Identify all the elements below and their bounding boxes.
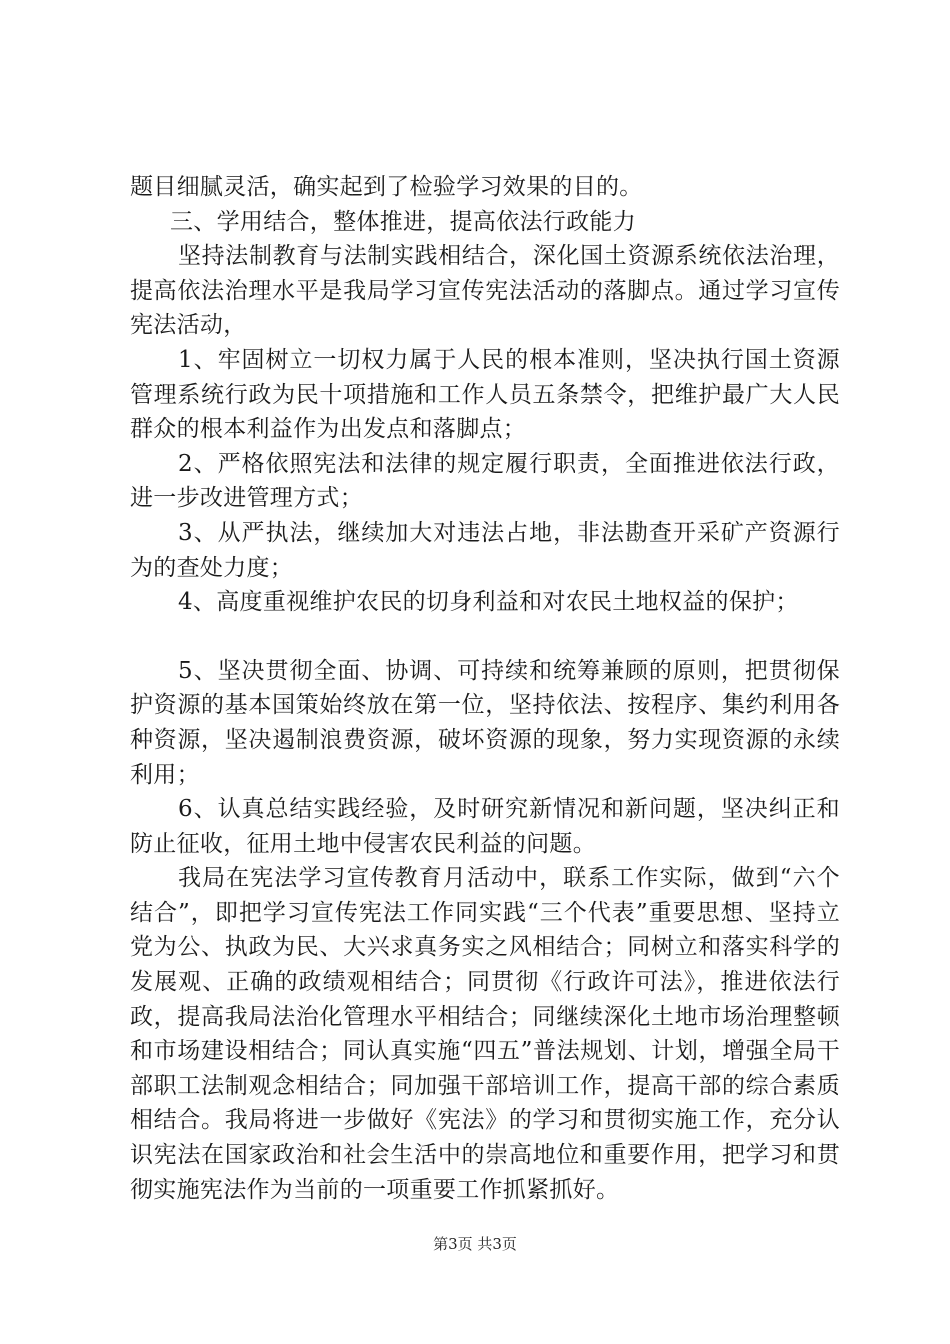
section-heading: 三、学用结合，整体推进，提高依法行政能力 xyxy=(170,208,636,235)
paragraph-intro: 坚持法制教育与法制实践相结合，深化国土资源系统依法治理，提高依法治理水平是我局学习宣传宪法活动的落脚点。通过学习宣传宪法活动， xyxy=(130,243,840,339)
list-item-1: 1、牢固树立一切权力属于人民的根本准则，坚决执行国土资源管理系统行政为民十项措施和工作人员五条禁令，把维护最广大人民群众的根本利益作为出发点和落脚点； xyxy=(130,346,840,443)
list-item-6: 6、认真总结实践经验，及时研究新情况和新问题，坚决纠正和防止征收，征用土地中侵害农民利益的问题。 xyxy=(130,796,840,857)
paragraph-summary: 我局在宪法学习宣传教育月活动中，联系工作实际，做到“六个结合”，即把学习宣传宪法工作同实践“三个代表”重要思想、坚持立党为公、执政为民、大兴求真务实之风相结合；同树立和落实科学的发展观、正确的政绩观相结合；同贯彻《行政许可法》，推进依法行政，提高我局法治化管理水平相结合；同继续深化土地市场治理整顿和市场建设相结合；同认真实施“四五”普法规划、计划，增强全局干部职工法制观念相结合；同加强干部培训工作，提高干部的综合素质相结合。我局将进一步做好《宪法》的学习和贯彻实施工作，充分认识宪法在国家政治和社会生活中的崇高地位和重要作用，把学习和贯彻实施宪法作为当前的一项重要工作抓紧抓好。 xyxy=(130,865,840,1203)
list-item-4: 4、高度重视维护农民的切身利益和对农民土地权益的保护； xyxy=(178,589,799,616)
document-body xyxy=(130,170,840,1207)
page-number-footer: 第3页 共3页 xyxy=(433,1235,517,1253)
paragraph-continuation: 题目细腻灵活，确实起到了检验学习效果的目的。 xyxy=(130,174,643,200)
list-item-2: 2、严格依照宪法和法律的规定履行职责，全面推进依法行政，进一步改进管理方式； xyxy=(130,450,840,512)
blank-line xyxy=(130,620,840,654)
list-item-5: 5、坚决贯彻全面、协调、可持续和统筹兼顾的原则，把贯彻保护资源的基本国策始终放在第一位，坚持依法、按程序、集约利用各种资源，坚决遏制浪费资源，破坏资源的现象，努力实现资源的永续利用； xyxy=(130,657,840,788)
list-item-3: 3、从严执法，继续加大对违法占地，非法勘查开采矿产资源行为的查处力度； xyxy=(130,519,840,581)
